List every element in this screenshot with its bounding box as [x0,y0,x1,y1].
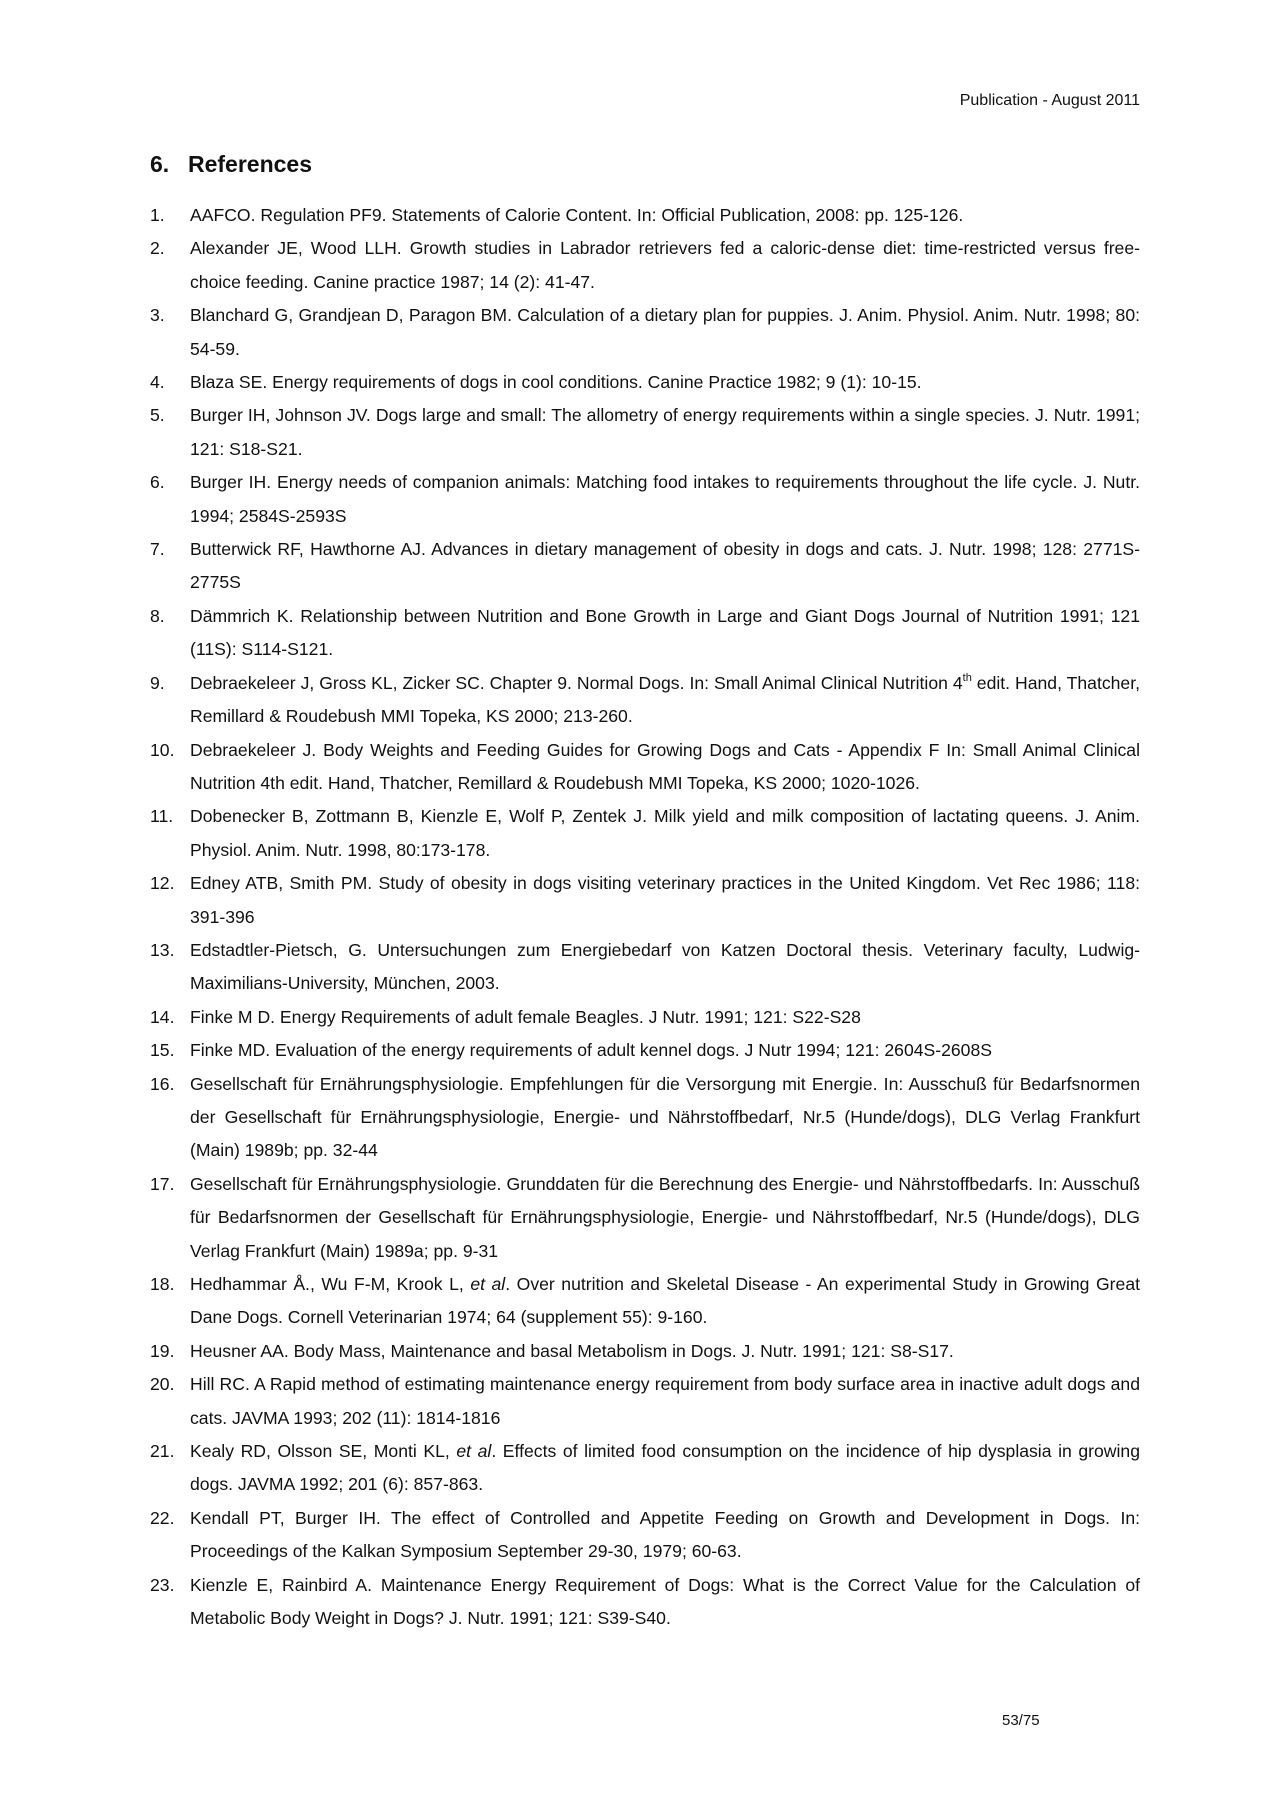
reference-number: 9. [150,672,165,693]
reference-number: 20. [150,1374,175,1395]
reference-number: 23. [150,1574,175,1595]
reference-item [150,399,1140,466]
reference-item [150,1435,1140,1502]
reference-text-segment: . Effects of limited food consumption on the incidence of hip dysplasia in growing dogs. JAVMA 1992; 201 (6): 857-863. [190,1441,1140,1495]
reference-number: 13. [150,939,175,960]
reference-text [190,1575,1140,1628]
reference-number: 5. [150,405,165,426]
section-heading [150,151,312,178]
reference-number: 17. [150,1173,175,1194]
reference-text-segment: Blaza SE. Energy requirements of dogs in cool conditions. Canine Practice 1982; 9 (1): 10-15. [190,372,922,393]
reference-number: 8. [150,605,165,626]
reference-number: 16. [150,1073,175,1094]
italic-text: et al [456,1441,492,1462]
reference-item [150,1569,1140,1636]
reference-text [190,238,1140,291]
reference-text-segment: Finke MD. Evaluation of the energy requirements of adult kennel dogs. J Nutr 1994; 121: 2604S-2608S [190,1040,992,1061]
reference-text-segment: Burger IH. Energy needs of companion animals: Matching food intakes to requirements throughout the life cycle. J. Nutr. 1994; 2584S-2593S [190,472,1140,526]
reference-number: 6. [150,472,165,493]
reference-item [150,1268,1140,1335]
reference-item [150,1502,1140,1569]
reference-item [150,1335,1140,1368]
reference-item [150,1034,1140,1067]
reference-number: 1. [150,205,165,225]
reference-item [150,867,1140,934]
reference-text [190,305,1140,358]
reference-text [190,472,1140,525]
reference-number: 12. [150,873,175,894]
reference-text [190,372,922,392]
reference-text-segment: AAFCO. Regulation PF9. Statements of Calorie Content. In: Official Publication, 2008: pp. 125-126. [190,205,964,225]
superscript-text: th [962,671,972,684]
reference-text-segment: Hedhammar Å., Wu F-M, Krook L, [190,1274,471,1294]
reference-text [190,539,1140,592]
reference-text [190,1374,1140,1427]
reference-text [190,873,1140,926]
reference-text [190,940,1140,993]
reference-text-segment: Heusner AA. Body Mass, Maintenance and basal Metabolism in Dogs. J. Nutr. 1991; 121: S8-S17. [190,1340,954,1361]
reference-number: 19. [150,1340,175,1361]
reference-text [190,673,1140,726]
reference-text-segment: . Over nutrition and Skeletal Disease - An experimental Study in Growing Great Dane Dogs. Cornell Veterinarian 1974; 64 (supplement 55): 9-160. [190,1274,1140,1328]
reference-item [150,734,1140,801]
reference-text-segment: Dobenecker B, Zottmann B, Kienzle E, Wolf P, Zentek J. Milk yield and milk composition of lactating queens. J. Anim. Physiol. Anim. Nutr. 1998, 80:173-178. [190,806,1140,860]
reference-item [150,667,1140,734]
reference-item [150,1068,1140,1168]
reference-text-segment: Debraekeleer J, Gross KL, Zicker SC. Chapter 9. Normal Dogs. In: Small Animal Clinical Nutrition 4 [190,672,963,693]
reference-text [190,740,1140,793]
reference-text-segment: Edstadtler-Pietsch, G. Untersuchungen zum Energiebedarf von Katzen Doctoral thesis. Veterinary faculty, Ludwig-Maximilians-University, München, 2003. [190,939,1140,994]
reference-text-segment: Debraekeleer J. Body Weights and Feeding Guides for Growing Dogs and Cats - Appendix F In: Small Animal Clinical Nutrition 4th edit. Hand, Thatcher, Remillard & Roudebush MMI Topeka, KS 2000; 1020-1026. [190,739,1140,793]
reference-text [190,1040,992,1060]
reference-text-segment: Kendall PT, Burger IH. The effect of Controlled and Appetite Feeding on Growth and Development in Dogs. In: Proceedings of the Kalkan Symposium September 29-30, 1979; 60-63. [190,1507,1140,1562]
reference-item [150,1368,1140,1435]
reference-text-segment: Gesellschaft für Ernährungsphysiologie. Empfehlungen für die Versorgung mit Energie. In: Ausschuß für Bedarfsnormen der Gesellschaft für Ernährungsphysiologie, Energie- und Nährstoffbedarf, Nr.5 (Hunde/dogs), DLG Verlag Frankfurt (Main) 1989b; pp. 32-44 [190,1073,1140,1161]
reference-text-segment: Kienzle E, Rainbird A. Maintenance Energy Requirement of Dogs: What is the Correct Value for the Calculation of Metabolic Body Weight in Dogs? J. Nutr. 1991; 121: S39-S40. [190,1574,1140,1629]
reference-text-segment: Alexander JE, Wood LLH. Growth studies in Labrador retrievers fed a caloric-dense diet: time-restricted versus free-choice feeding. Canine practice 1987; 14 (2): 41-47. [190,238,1140,292]
reference-number: 18. [150,1274,175,1294]
reference-number: 14. [150,1006,175,1027]
reference-text-segment: Butterwick RF, Hawthorne AJ. Advances in dietary management of obesity in dogs and cats. J. Nutr. 1998; 128: 2771S-2775S [190,539,1140,593]
reference-item [150,466,1140,533]
reference-number: 4. [150,372,165,393]
reference-number: 11. [150,806,174,827]
reference-item [150,232,1140,299]
reference-text [190,1174,1140,1261]
reference-item [150,800,1140,867]
reference-text [190,1341,954,1361]
reference-text [190,405,1140,458]
reference-item [150,934,1140,1001]
reference-text [190,806,1140,859]
reference-text [190,606,1140,659]
reference-text-segment: Burger IH, Johnson JV. Dogs large and small: The allometry of energy requirements within a single species. J. Nutr. 1991; 121: S18-S21. [190,405,1140,459]
reference-text [190,1441,1140,1494]
reference-item [150,199,1140,232]
reference-text-segment: Edney ATB, Smith PM. Study of obesity in dogs visiting veterinary practices in the United Kingdom. Vet Rec 1986; 118: 391-396 [190,873,1140,927]
reference-item [150,366,1140,399]
reference-number: 21. [150,1441,175,1462]
reference-text [190,205,963,225]
reference-text [190,1007,861,1027]
reference-text-segment: Kealy RD, Olsson SE, Monti KL, [190,1441,457,1462]
reference-number: 10. [150,739,175,760]
reference-item [150,299,1140,366]
reference-text-segment: Gesellschaft für Ernährungsphysiologie. Grunddaten für die Berechnung des Energie- und Nährstoffbedarfs. In: Ausschuß für Bedarfsnormen der Gesellschaft für Ernährungsphysiologie, Energie- und Nährstoffbedarf, Nr.5 (Hunde/dogs), DLG Verlag Frankfurt (Main) 1989a; pp. 9-31 [190,1173,1140,1261]
reference-text-segment: Hill RC. A Rapid method of estimating maintenance energy requirement from body surface area in inactive adult dogs and cats. JAVMA 1993; 202 (11): 1814-1816 [190,1374,1140,1428]
reference-number: 22. [150,1507,175,1528]
reference-number: 7. [150,539,165,560]
publication-date-header: Publication - August 2011 [959,92,1140,109]
reference-text [190,1508,1140,1561]
reference-list [150,199,1140,1635]
reference-text-segment: Blanchard G, Grandjean D, Paragon BM. Calculation of a dietary plan for puppies. J. Anim. Physiol. Anim. Nutr. 1998; 80: 54-59. [190,305,1140,359]
reference-item [150,1168,1140,1268]
reference-number: 2. [150,238,165,259]
reference-text [190,1274,1140,1327]
italic-text: et al [470,1274,506,1294]
reference-text-segment: Finke M D. Energy Requirements of adult female Beagles. J Nutr. 1991; 121: S22-S28 [190,1006,861,1027]
reference-number: 15. [150,1040,175,1061]
reference-text-segment: Dämmrich K. Relationship between Nutrition and Bone Growth in Large and Giant Dogs Journal of Nutrition 1991; 121 (11S): S114-S121. [190,605,1140,660]
reference-item [150,1001,1140,1034]
section-title: References [188,151,313,177]
section-number: 6. [150,151,170,177]
reference-text [190,1074,1140,1161]
reference-item [150,600,1140,667]
page-number: 53/75 [1002,1712,1040,1729]
reference-text-segment: edit. Hand, Thatcher, Remillard & Roudebush MMI Topeka, KS 2000; 213-260. [190,672,1140,727]
reference-number: 3. [150,305,165,326]
reference-item [150,533,1140,600]
